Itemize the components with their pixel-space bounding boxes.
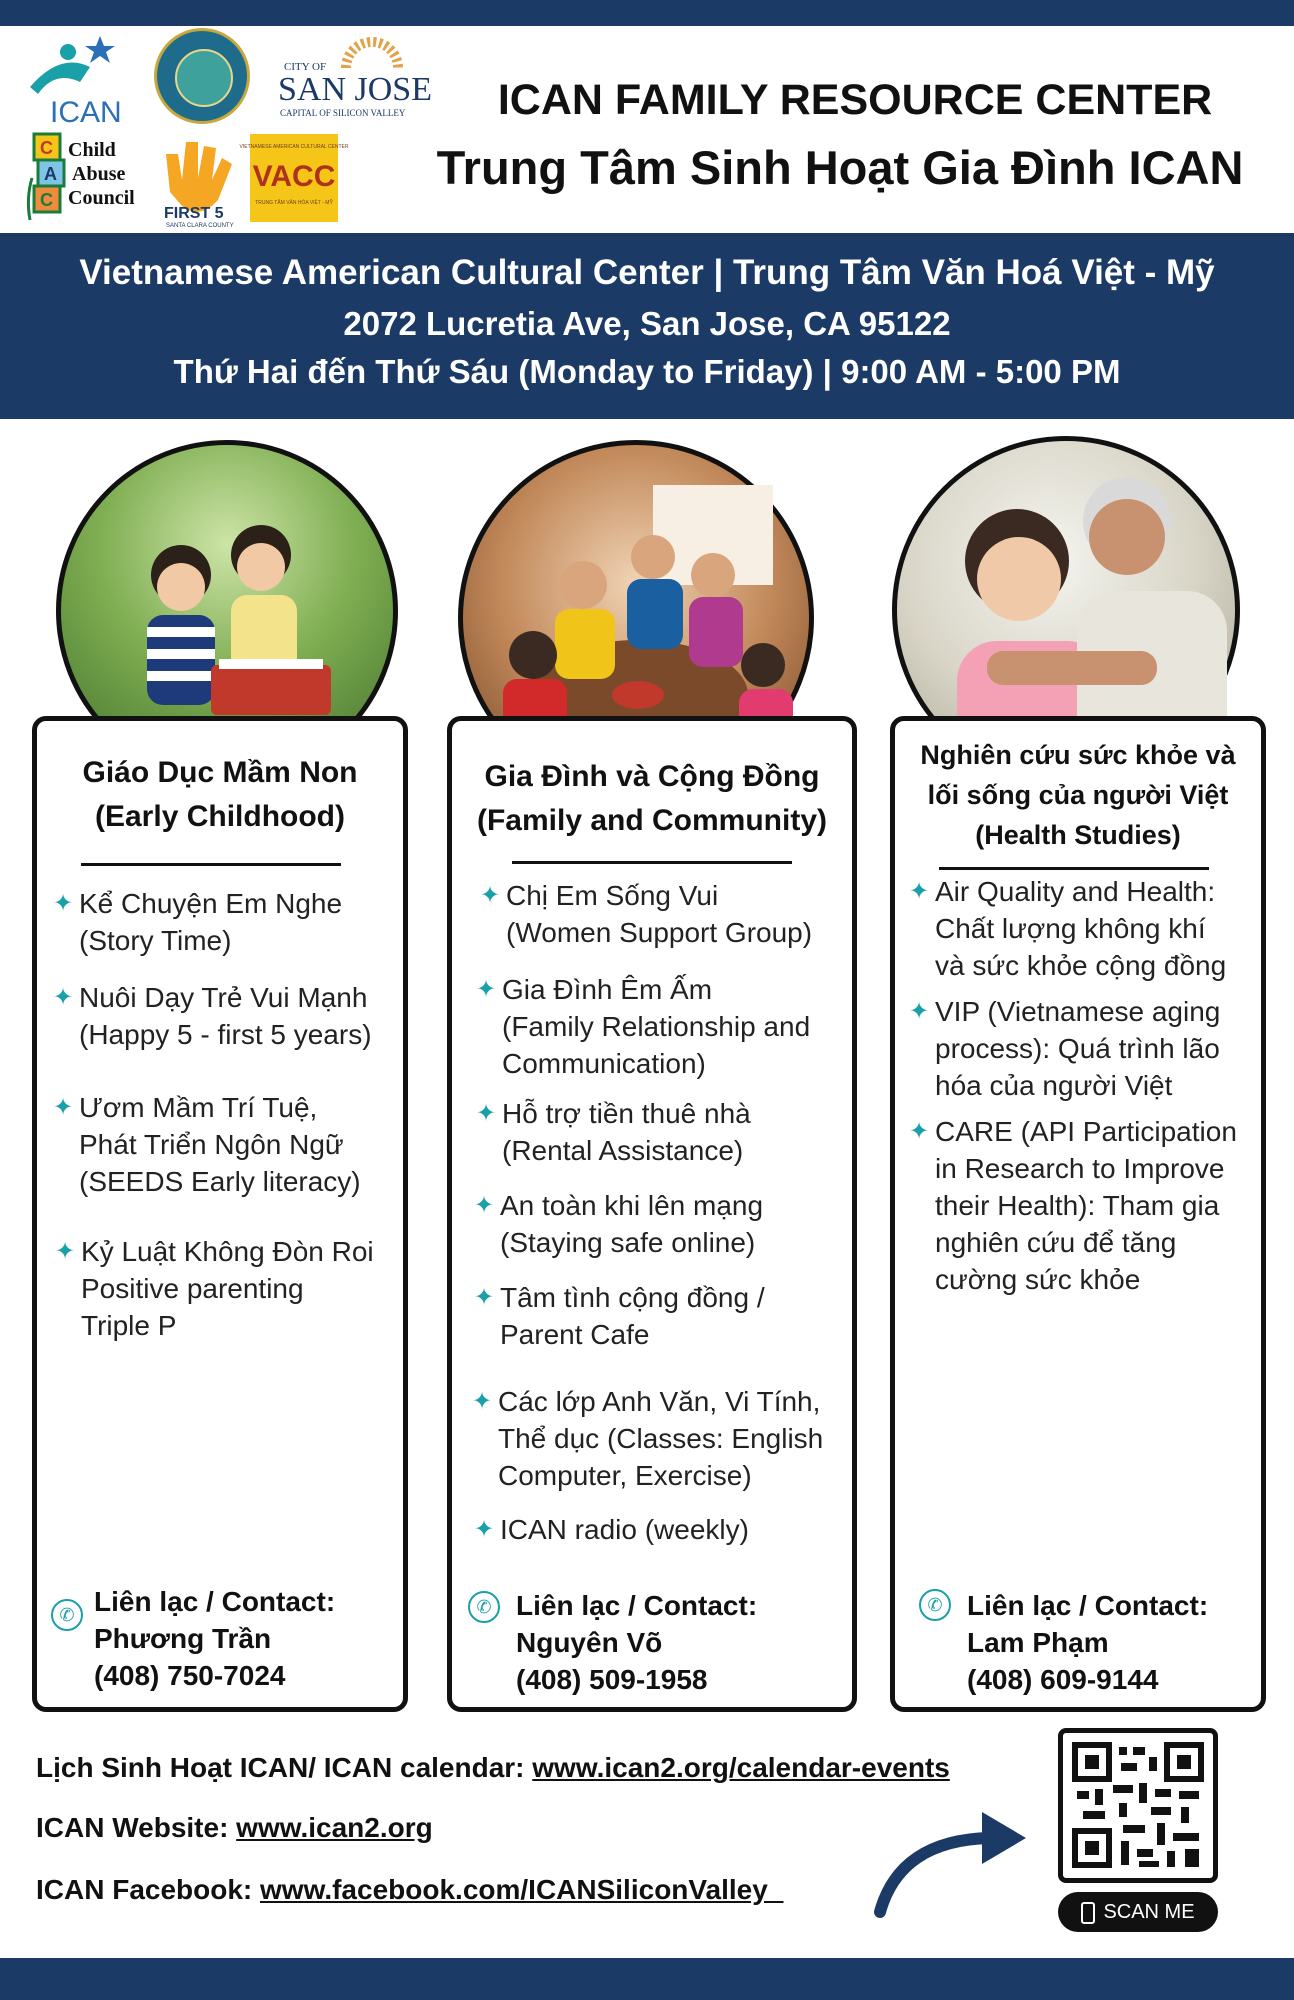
svg-text:VACC: VACC xyxy=(252,160,336,193)
star-bullet-icon: ✦ xyxy=(480,882,501,909)
list-item: ✦ Kể Chuyện Em Nghe (Story Time) xyxy=(79,885,342,959)
website-label: ICAN Website: xyxy=(36,1812,237,1843)
sponsor-logos xyxy=(14,28,432,233)
list-item: ✦ Hỗ trợ tiền thuê nhà (Rental Assistance) xyxy=(502,1095,751,1169)
title-divider xyxy=(81,863,341,866)
opening-hours: Thứ Hai đến Thứ Sáu (Monday to Friday) | 9:00 AM - 5:00 PM xyxy=(173,353,1121,390)
website-link[interactable]: www.ican2.org xyxy=(236,1812,433,1843)
early-childhood-card xyxy=(32,716,408,1712)
first5-logo xyxy=(156,134,242,230)
svg-text:CAPITAL OF SILICON VALLEY: CAPITAL OF SILICON VALLEY xyxy=(280,108,406,118)
calendar-label: Lịch Sinh Hoạt ICAN/ ICAN calendar: xyxy=(36,1752,533,1783)
location-band xyxy=(0,233,1294,419)
phone-icon: ✆ xyxy=(51,1599,83,1631)
bottom-bar xyxy=(0,1958,1294,2000)
health-studies-card xyxy=(890,716,1266,1712)
scan-me-button[interactable] xyxy=(1058,1892,1218,1932)
family-community-title: Gia Đình và Cộng Đồng (Family and Community) xyxy=(476,760,828,837)
san-jose-logo xyxy=(276,34,432,124)
arrow-icon xyxy=(870,1800,1030,1920)
vacc-logo xyxy=(239,134,349,222)
star-bullet-icon: ✦ xyxy=(53,890,74,917)
facebook-label: ICAN Facebook: xyxy=(36,1874,261,1905)
health-studies-title: Nghiên cứu sức khỏe và lối sống của người Việt (Health Studies) xyxy=(920,740,1236,850)
svg-text:Council: Council xyxy=(68,187,135,209)
calendar-link[interactable]: www.ican2.org/calendar-events xyxy=(532,1752,950,1783)
star-bullet-icon: ✦ xyxy=(474,1284,495,1311)
svg-text:C: C xyxy=(40,138,53,158)
list-item: ✦ ICAN radio (weekly) xyxy=(500,1511,749,1548)
svg-text:A: A xyxy=(44,164,57,184)
star-bullet-icon: ✦ xyxy=(55,1238,76,1265)
list-item: ✦ Gia Đình Êm Ấm (Family Relationship and Communication) xyxy=(502,971,810,1082)
center-name: Vietnamese American Cultural Center | Trung Tâm Văn Hoá Việt - Mỹ xyxy=(79,253,1215,292)
star-bullet-icon: ✦ xyxy=(909,1118,930,1145)
facebook-link[interactable]: www.facebook.com/ICANSiliconValley_ xyxy=(260,1874,784,1905)
list-item: ✦ Nuôi Dạy Trẻ Vui Mạnh (Happy 5 - first 5 years) xyxy=(79,979,372,1053)
phone-icon: ✆ xyxy=(919,1589,951,1621)
svg-text:SAN JOSE: SAN JOSE xyxy=(278,71,432,108)
phone-icon: ✆ xyxy=(468,1591,500,1623)
family-community-card xyxy=(447,716,857,1712)
child-abuse-council-logo xyxy=(22,128,162,228)
star-bullet-icon: ✦ xyxy=(476,1100,497,1127)
top-bar xyxy=(0,0,1294,26)
svg-text:ICAN: ICAN xyxy=(50,96,122,129)
svg-text:VIETNAMESE AMERICAN CULTURAL C: VIETNAMESE AMERICAN CULTURAL CENTER xyxy=(239,144,349,150)
star-bullet-icon: ✦ xyxy=(474,1516,495,1543)
svg-text:Abuse: Abuse xyxy=(72,163,126,185)
star-bullet-icon: ✦ xyxy=(53,1094,74,1121)
svg-text:CITY OF: CITY OF xyxy=(284,61,327,73)
star-bullet-icon: ✦ xyxy=(53,984,74,1011)
santa-clara-county-seal xyxy=(154,28,250,124)
scan-me-label: SCAN ME xyxy=(1103,1901,1195,1923)
title-divider xyxy=(512,861,792,864)
website-line xyxy=(36,1812,433,1844)
smartphone-icon xyxy=(1081,1902,1095,1924)
qr-code-icon[interactable] xyxy=(1058,1728,1218,1883)
svg-text:TRUNG TÂM VĂN HÓA VIỆT - MỸ: TRUNG TÂM VĂN HÓA VIỆT - MỸ xyxy=(255,200,333,206)
svg-text:FIRST 5: FIRST 5 xyxy=(164,205,224,222)
page-title-english: ICAN FAMILY RESOURCE CENTER xyxy=(497,76,1213,124)
svg-text:SANTA CLARA COUNTY: SANTA CLARA COUNTY xyxy=(166,223,234,229)
svg-text:Child: Child xyxy=(68,139,116,161)
ican-logo xyxy=(20,32,140,132)
calendar-line xyxy=(36,1752,950,1784)
list-item: ✦ Chị Em Sống Vui (Women Support Group) xyxy=(506,877,812,951)
list-item: ✦ Kỷ Luật Không Đòn Roi Positive parenting Triple P xyxy=(81,1233,374,1344)
list-item: ✦ Tâm tình cộng đồng / Parent Cafe xyxy=(500,1279,765,1353)
page-title-vietnamese: Trung Tâm Sinh Hoạt Gia Đình ICAN xyxy=(436,141,1244,194)
address: 2072 Lucretia Ave, San Jose, CA 95122 xyxy=(343,305,951,342)
star-bullet-icon: ✦ xyxy=(472,1388,493,1415)
list-item: ✦ Air Quality and Health: Chất lượng không khí và sức khỏe cộng đồng xyxy=(935,873,1226,984)
star-bullet-icon: ✦ xyxy=(909,998,930,1025)
facebook-line xyxy=(36,1874,783,1906)
contact-info: Liên lạc / Contact: Lam Phạm (408) 609-9144 xyxy=(967,1590,1209,1695)
list-item: ✦ Ươm Mầm Trí Tuệ, Phát Triển Ngôn Ngữ (SEEDS Early literacy) xyxy=(79,1089,361,1200)
list-item: ✦ CARE (API Participation in Research to Improve their Health): Tham gia nghiên cứu để tăng cường sức khỏe xyxy=(935,1113,1237,1298)
star-bullet-icon: ✦ xyxy=(476,976,497,1003)
star-bullet-icon: ✦ xyxy=(474,1192,495,1219)
title-divider xyxy=(939,867,1209,870)
list-item: ✦ An toàn khi lên mạng (Staying safe online) xyxy=(500,1187,763,1261)
early-childhood-title: Giáo Dục Mầm Non (Early Childhood) xyxy=(82,756,358,833)
list-item: ✦ VIP (Vietnamese aging process): Quá trình lão hóa của người Việt xyxy=(935,993,1220,1104)
list-item: ✦ Các lớp Anh Văn, Vi Tính, Thể dục (Classes: English Computer, Exercise) xyxy=(498,1383,823,1494)
contact-info: Liên lạc / Contact: Nguyên Võ (408) 509-1958 xyxy=(516,1590,758,1695)
star-bullet-icon: ✦ xyxy=(909,878,930,905)
svg-text:C: C xyxy=(40,190,53,210)
contact-info: Liên lạc / Contact: Phương Trần (408) 750-7024 xyxy=(94,1586,336,1691)
